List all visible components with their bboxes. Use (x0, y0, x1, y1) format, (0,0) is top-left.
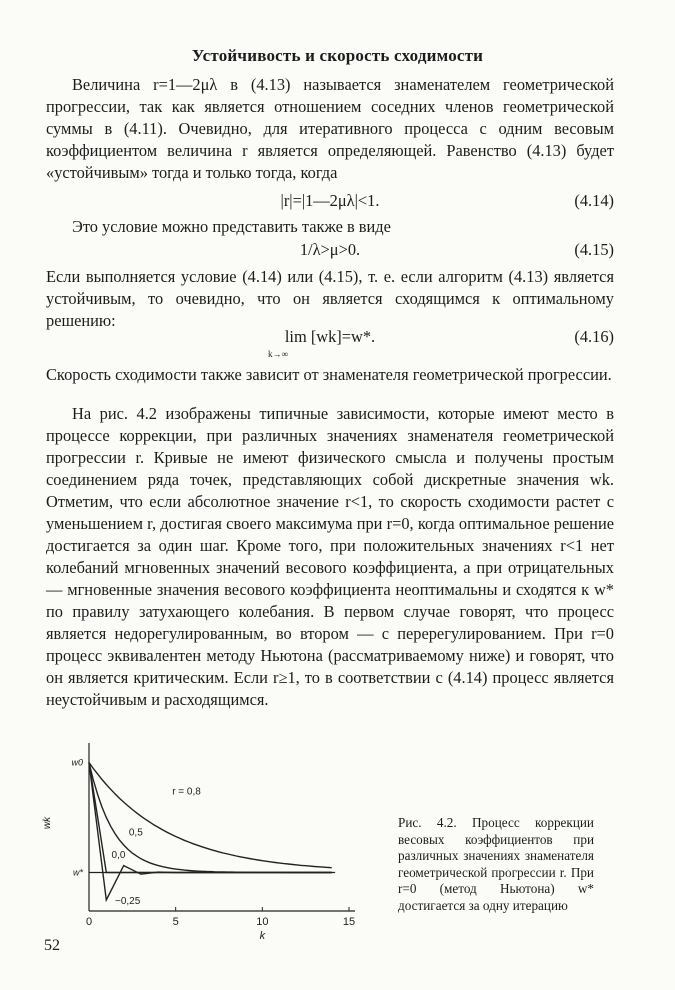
paragraph-4-text: Скорость сходимости также зависит от знаменателя геометрической прогрессии. (46, 365, 612, 384)
equation-4-16-subscript: k→∞ (268, 349, 288, 359)
figure-4-2-chart (40, 735, 370, 940)
curve-label-2: 0,0 (111, 850, 126, 862)
paragraph-3 (46, 266, 614, 332)
y-axis-label: wk (42, 816, 53, 830)
equation-4-15 (46, 240, 614, 264)
x-tick-label-0: 0 (85, 916, 93, 928)
paragraph-5-text: На рис. 4.2 изображены типичные зависимости, которые имеют место в процессе коррекции, при различных значениях знаменателя геометрической прогрессии r. Кривые не имеют физического смысла и получены простым соединением ряда точек, представляющих собой дискретные значения wk. Отметим, что если абсолютное значение r<1, то скорость сходимости растет с уменьшением r, достигая своего максимума при r=0, когда оптимальное решение достигается за один шаг. Кроме того, при положительных значениях r<1 нет колебаний мгновенных значений весового коэффициента, а при отрицательных — мгновенные значения весового коэффициента неоптимальны и сходятся к w* по правилу затухающего колебания. В первом случае говорят, что процесс является недорегулированным, во втором — с перерегулированием. При r=0 процесс эквивалентен методу Ньютона (рассматриваемому ниже) и говорят, что он является критическим. Если r≥1, то в соответствии с (4.14) процесс является неустойчивым и расходящимся. (46, 404, 614, 709)
equation-4-15-number: (4.15) (574, 240, 614, 259)
paragraph-4 (46, 364, 614, 386)
x-tick-label-5: 5 (172, 916, 179, 928)
equation-4-16-expression: lim [wk]=w*. (284, 327, 376, 346)
paragraph-1-text: Величина r=1—2μλ в (4.13) называется знаменателем геометрической прогрессии, так как является отношением соседних членов геометрической суммы в (4.11). Очевидно, для итеративного процесса с одним весовым коэффициентом величина r является определяющей. Равенство (4.13) будет «устойчивым» тогда и только тогда, когда (46, 75, 614, 182)
paragraph-5 (46, 403, 614, 711)
paragraph-2 (46, 216, 614, 238)
paragraph-1 (46, 74, 614, 184)
paragraph-3-text: Если выполняется условие (4.14) или (4.15), т. е. если алгоритм (4.13) является устойчивым, то очевидно, что он является сходящимся к оптимальному решению: (46, 267, 614, 330)
curve-label-0: r = 0,8 (172, 786, 201, 798)
chart-curves (89, 763, 335, 901)
equation-4-16 (46, 327, 614, 361)
equation-4-14 (46, 191, 614, 215)
section-title: Устойчивость и скорость сходимости (191, 46, 484, 65)
paragraph-2-text: Это условие можно представить также в виде (72, 217, 391, 236)
curve-label-1: 0,5 (128, 827, 143, 839)
x-axis-label: k (259, 930, 266, 940)
figure-caption (398, 815, 594, 915)
equation-4-14-number: (4.14) (574, 191, 614, 210)
page-number: 52 (44, 937, 60, 954)
y-tick-label-w0: w0 (71, 757, 83, 768)
equation-4-14-expression: |r|=|1—2μλ|<1. (280, 191, 380, 210)
y-tick-label-wstar: w* (72, 867, 83, 878)
x-tick-label-15: 15 (342, 916, 356, 928)
x-tick-label-10: 10 (256, 916, 269, 928)
figure-caption-text: Рис. 4.2. Процесс коррекции весовых коэффициентов при различных значениях знаменателя геометрической прогрессии r. При r=0 (метод Ньютона) w* достигается за одну итерацию (398, 815, 594, 913)
curve-label-3: −0,25 (115, 896, 141, 907)
curve-3 (89, 763, 332, 901)
equation-4-16-number: (4.16) (574, 327, 614, 346)
equation-4-15-expression: 1/λ>μ>0. (299, 240, 361, 259)
